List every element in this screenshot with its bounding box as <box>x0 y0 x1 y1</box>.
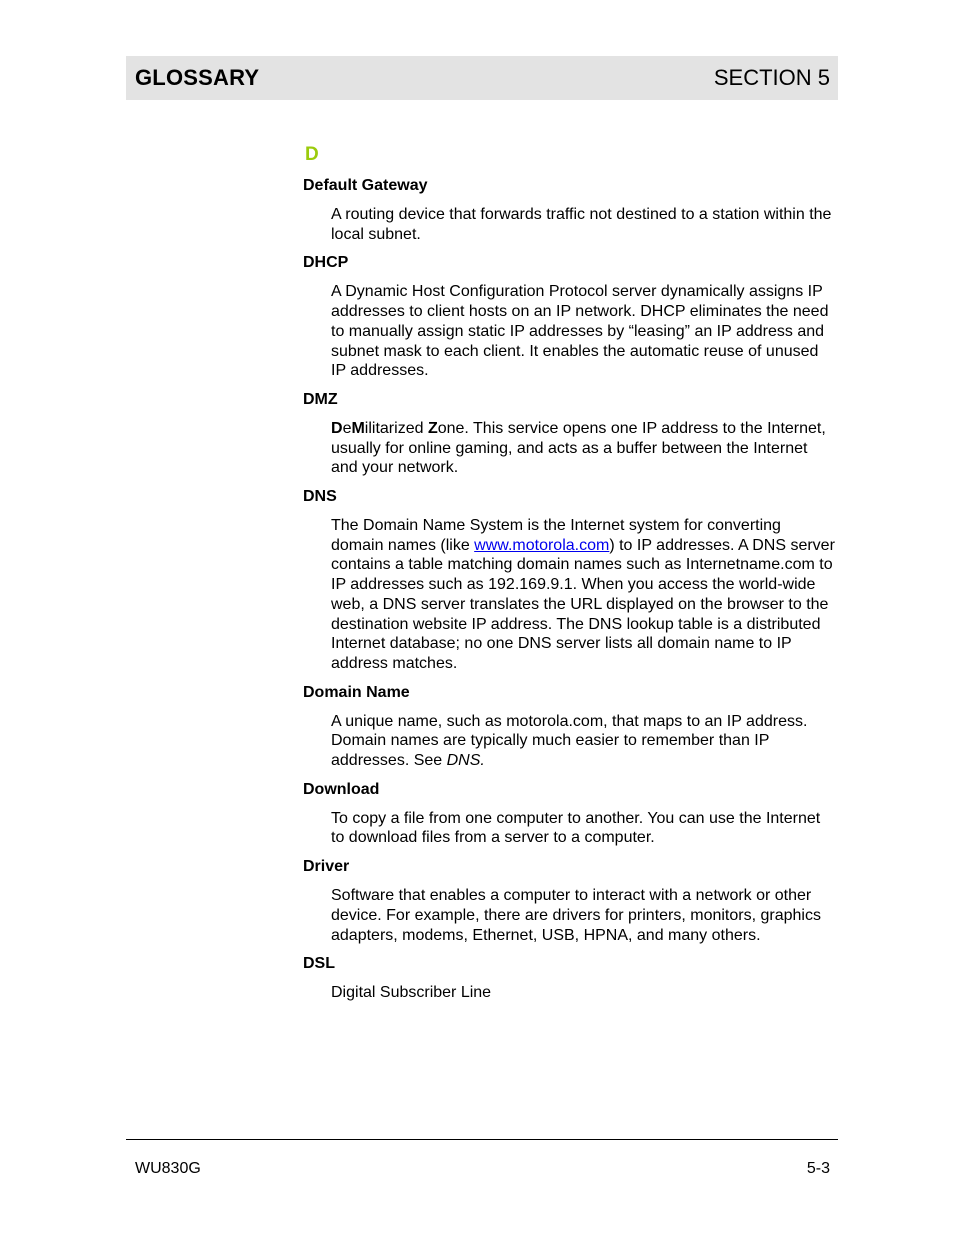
term-dmz: DMZ <box>303 390 338 408</box>
domain-name-text: A unique name, such as motorola.com, that maps to an IP address. Domain names are typically much easier to remember than IP addresses. See <box>331 712 808 770</box>
dmz-text-3: one. This service opens one IP address to the Internet, usually for online gaming, and acts as a buffer between the Internet and your network. <box>331 419 826 477</box>
dns-reference: DNS. <box>446 752 485 770</box>
dns-text-before: The Domain Name System is the Internet system for converting domain names (like <box>331 517 781 554</box>
footer-page-number: 5-3 <box>806 1160 830 1177</box>
section-letter: D <box>305 144 319 165</box>
term-driver: Driver <box>303 858 350 876</box>
definition-dhcp: A Dynamic Host Configuration Protocol server dynamically assigns IP addresses to client hosts on an IP network. DHCP eliminates the need to manually assign static IP addresses by “leasing” an IP address and subnet mask to each client. It enables the automatic reuse of unused IP addresses. <box>331 283 829 380</box>
term-dns: DNS <box>303 488 337 506</box>
header-title: GLOSSARY <box>135 65 260 90</box>
page-header <box>126 56 838 100</box>
definition-dns <box>331 516 836 674</box>
motorola-link[interactable]: www.motorola.com <box>474 536 610 554</box>
definition-domain-name <box>331 712 836 771</box>
definition-default-gateway: A routing device that forwards traffic not destined to a station within the local subnet. <box>331 206 832 243</box>
footer-model: WU830G <box>135 1160 201 1177</box>
dmz-bold-d: D <box>331 419 343 437</box>
definition-dsl: Digital Subscriber Line <box>331 984 492 1002</box>
dns-text-after: ) to IP addresses. A DNS server contains a table matching domain names such as Internetname.com to IP addresses such as 192.169.9.1. When you access the world-wide web, a DNS server translates the URL displayed on the browser to the destination website IP address. The DNS lookup table is a distributed Internet database; no one DNS server lists all domain name to IP address matches. <box>331 536 835 672</box>
term-dhcp: DHCP <box>303 254 349 272</box>
header-section: SECTION 5 <box>713 65 830 90</box>
footer-divider <box>126 1139 838 1140</box>
definition-driver: Software that enables a computer to interact with a network or other device. For example, there are drivers for printers, monitors, graphics adapters, modems, Ethernet, USB, HPNA, and many others. <box>331 887 821 944</box>
term-domain-name: Domain Name <box>303 683 410 701</box>
term-default-gateway: Default Gateway <box>303 177 428 194</box>
definition-dmz <box>331 419 836 478</box>
dmz-bold-z: Z <box>427 419 438 437</box>
dmz-bold-m: M <box>351 419 365 437</box>
term-dsl: DSL <box>303 955 335 973</box>
term-download: Download <box>303 780 380 798</box>
definition-download: To copy a file from one computer to another. You can use the Internet to download files from a server to a computer. <box>331 809 821 847</box>
dmz-text-2: ilitarized <box>364 419 428 437</box>
glossary-content <box>303 144 843 1012</box>
dmz-text-1: e <box>342 419 352 437</box>
